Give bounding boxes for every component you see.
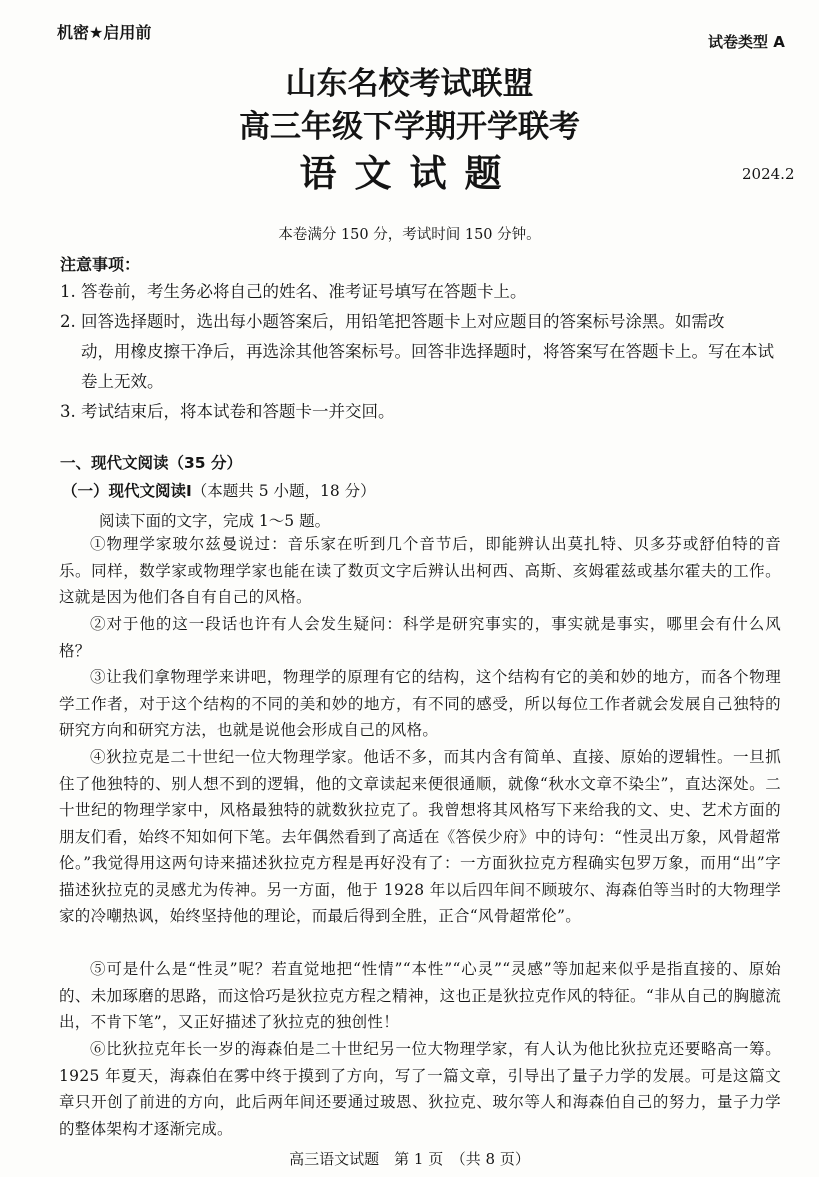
subsection-name: （一）现代文阅读Ⅰ (62, 482, 192, 500)
passage-paragraph: ①物理学家玻尔兹曼说过：音乐家在听到几个音节后，即能辨认出莫扎特、贝多芬或舒伯特的音乐。同样，数学家或物理学家也能在读了数页文字后辨认出柯西、高斯、亥姆霍兹或基尔霍夫的工作。这就是因为他们各自有自己的风格。 (59, 535, 781, 606)
notice-item-continuation: 动，用橡皮擦干净后，再选涂其他答案标号。回答非选择题时，将答案写在答题卡上。写在本试卷上无效。 (81, 342, 774, 391)
passage-paragraph: ③让我们拿物理学来讲吧，物理学的原理有它的结构，这个结构有它的美和妙的地方，而各个物理学工作者，对于这个结构的不同的美和妙的地方，有不同的感受，所以每位工作者就会发展自己独特的研究方向和研究方法，也就是说他会形成自己的风格。 (59, 668, 781, 739)
paper-type: 试卷类型 A (708, 33, 785, 51)
subsection-note: （本题共 5 小题，18 分） (191, 482, 376, 500)
organization-title: 山东名校考试联盟 (285, 66, 534, 102)
page-footer: 高三语文试题 第 1 页 （共 8 页） (289, 1150, 530, 1168)
notice-item (60, 277, 782, 307)
passage-paragraph: ⑥比狄拉克年长一岁的海森伯是二十世纪另一位大物理学家，有人认为他比狄拉克还要略高一筹。1925 年夏天，海森伯在雾中终于摸到了方向，写了一篇文章，引导出了量子力学的发展。可是这篇文章只开创了前进的方向，此后两年间还要通过玻恩、狄拉克、玻尔等人和海森伯自己的努力，量子力学的整体架构才逐渐完成。 (59, 1040, 781, 1138)
subsection-title (62, 479, 376, 501)
notice-item-text: 1. 答卷前，考生务必将自己的姓名、准考证号填写在答题卡上。 (60, 282, 527, 301)
notice-item (60, 307, 782, 397)
exam-date: 2024.2 (742, 165, 795, 183)
reading-instruction: 阅读下面的文字，完成 1～5 题。 (99, 512, 331, 530)
confidential-label: 机密★启用前 (57, 23, 152, 42)
passage-paragraph: ④狄拉克是二十世纪一位大物理学家。他话不多，而其内含有简单、直接、原始的逻辑性。一旦抓住了他独特的、别人想不到的逻辑，他的文章读起来便很通顺，就像“秋水文章不染尘”，直达深处。二十世纪的物理学家中，风格最独特的就数狄拉克了。我曾想将其风格写下来给我的文、史、艺术方面的朋友们看，始终不知如何下笔。去年偶然看到了高适在《答侯少府》中的诗句：“性灵出万象，风骨超常伦。”我觉得用这两句诗来描述狄拉克方程是再好没有了：一方面狄拉克方程确实包罗万象，而用“出”字描述狄拉克的灵感尤为传神。另一方面，他于 1928 年以后四年间不顾玻尔、海森伯等当时的大物理学家的冷嘲热讽，始终坚持他的理论，而最后得到全胜，正合“风骨超常伦”。 (59, 748, 781, 925)
passage-paragraph: ⑤可是什么是“性灵”呢？若直觉地把“性情”“本性”“心灵”“灵感”等加起来似乎是指直接的、原始的、未加琢磨的思路，而这恰巧是狄拉克方程之精神，这也正是狄拉克作风的特征。“非从自己的胸臆流出，不肯下笔”，又正好描述了狄拉克的独创性！ (59, 960, 781, 1031)
subject-title: 语文试题 (299, 151, 520, 195)
exam-title: 高三年级下学期开学联考 (239, 109, 580, 145)
notice-item-text: 3. 考试结束后，将本试卷和答题卡一并交回。 (60, 402, 395, 421)
section-title: 一、现代文阅读（35 分） (60, 454, 242, 472)
notice-item (60, 397, 782, 427)
notice-item-text: 2. 回答选择题时，选出每小题答案后，用铅笔把答题卡上对应题目的答案标号涂黑。如需改 (60, 312, 725, 331)
score-info: 本卷满分 150 分，考试时间 150 分钟。 (278, 227, 541, 243)
notice-heading: 注意事项： (60, 255, 141, 274)
passage-paragraph: ②对于他的这一段话也许有人会发生疑问：科学是研究事实的，事实就是事实，哪里会有什么风格？ (59, 615, 781, 660)
